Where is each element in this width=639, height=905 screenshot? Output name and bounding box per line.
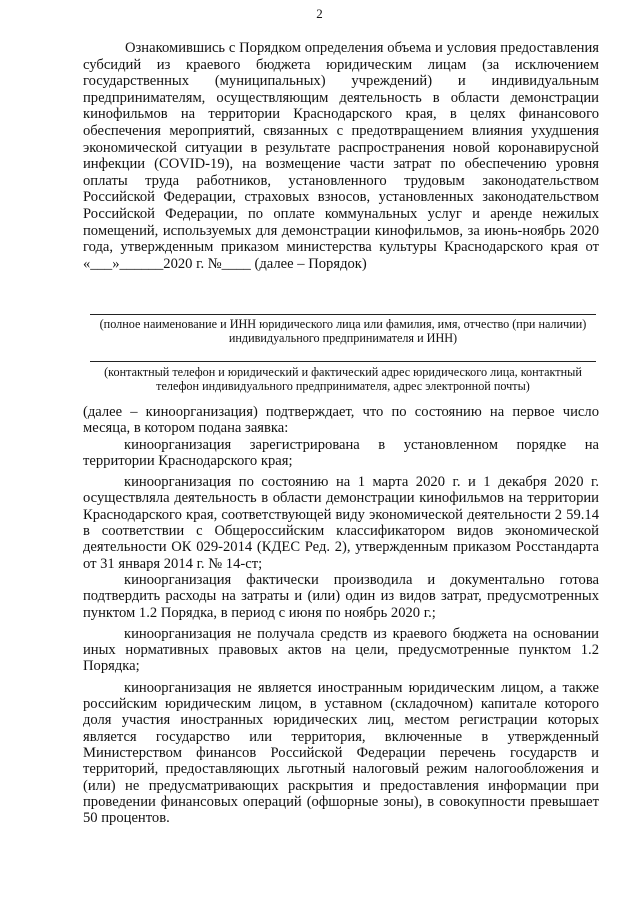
paragraph-expenses: киноорганизация фактически производила и документально готова подтвердить расходы на затраты и (или) один из видов затрат, предусмотренных пунктом 1.2 Порядка, в период с июня по ноябрь 2020 г.; — [83, 571, 599, 621]
blank-line-contacts — [90, 361, 596, 362]
page-number: 2 — [316, 6, 323, 21]
note-name: (полное наименование и ИНН юридического лица или фамилия, имя, отчество (при наличии) индивидуального предпринимателя и ИНН) — [99, 317, 587, 346]
paragraph-not-foreign: киноорганизация не является иностранным юридическим лицом, а также российским юридическим лицом, в уставном (складочном) капитале которого доля участия иностранных юридических лиц, местом регистрации которых является государство или территория, включенные в утвержденный Министерством финансов Российской Федерации перечень государств и территорий, предоставляющих льготный налоговый режим налогообложения и (или) не предусматривающих раскрытия и предоставления информации при проведении финансовых операций (офшорные зоны), в совокупности превышает 50 процентов. — [83, 679, 599, 827]
confirmation-body — [83, 404, 599, 826]
intro-paragraph: Ознакомившись с Порядком определения объема и условия предоставления субсидий из краевого бюджета юридическим лицам (за исключением государственных (муниципальных) учреждений) и индивидуальным предпринимателям, осуществляющим деятельность в области демонстрации кинофильмов на территории Краснодарского края, в целях финансового обеспечения мероприятий, связанных с предотвращением влияния ухудшения экономической ситуации в результате распространения новой коронавирусной инфекции (COVID-19), на возмещение части затрат по обеспечению уровня оплаты труда работников, установленного трудовым законодательством Российской Федерации, страховых взносов, установленных законодательством Российской Федерации, по оплате коммунальных услуг и аренде нежилых помещений, используемых для демонстрации кинофильмов, за июнь-ноябрь 2020 года, утвержденным приказом министерства культуры Краснодарского края от «___»______2020 г. №____ (далее – Порядок) — [83, 40, 599, 272]
paragraph-registration: киноорганизация зарегистрирована в установленном порядке на территории Краснодарского края; — [83, 436, 599, 469]
paragraph-lead: (далее – киноорганизация) подтверждает, что по состоянию на первое число месяца, в котором подана заявка: — [83, 404, 599, 437]
note-contacts: (контактный телефон и юридический и фактический адрес юридического лица, контактный телефон индивидуального предпринимателя, адрес электронной почты) — [104, 365, 582, 394]
paragraph-no-funds: киноорганизация не получала средств из краевого бюджета на основании иных нормативных правовых актов на цели, предусмотренные пунктом 1.2 Порядка; — [83, 625, 599, 675]
blank-line-name — [90, 314, 596, 315]
paragraph-activity: киноорганизация по состоянию на 1 марта 2020 г. и 1 декабря 2020 г. осуществляла деятельность в области демонстрации кинофильмов на территории Краснодарского края, соответствующей виду экономической деятельности 2 59.14 в соответствии с Общероссийским классификатором видов экономической деятельности ОК 029-2014 (КДЕС Ред. 2), утвержденным приказом Росстандарта от 31 января 2014 г. № 14-ст; — [83, 474, 599, 572]
